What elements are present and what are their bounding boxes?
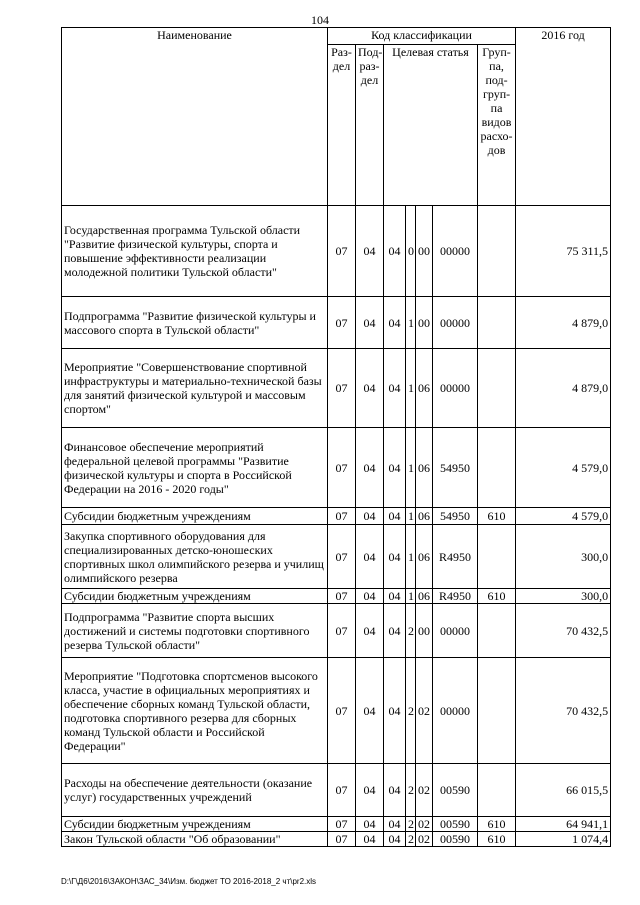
table-row: Мероприятие "Подготовка спортсменов высокого класса, участие в официальных мероприятиях и обеспечение сборных команд Тульской области, подготовка спортивного резерва для сборных команд Тульской области и Российской Федерации" 07 04 04 2 02 00000 70 432,5: [62, 658, 611, 764]
table-row: Субсидии бюджетным учреждениям 07 04 04 1 06 54950 610 4 579,0: [62, 508, 611, 525]
table-row: Подпрограмма "Развитие спорта высших достижений и системы подготовки спортивного резерва Тульской области" 07 04 04 2 00 00000 70 432,5: [62, 604, 611, 658]
header-year: 2016 год: [516, 28, 611, 206]
header-razdel: Раз- дел: [328, 45, 356, 206]
table-row: Государственная программа Тульской области "Развитие физической культуры, спорта и повышение эффективности реализации молодежной политики Тульской области" 07 04 04 0 00 00000 75 311,5: [62, 206, 611, 297]
table-row: Субсидии бюджетным учреждениям 07 04 04 1 06 R4950 610 300,0: [62, 589, 611, 604]
table-row: Мероприятие "Совершенствование спортивной инфраструктуры и материально-технической базы для занятий физической культурой и массовым спортом" 07 04 04 1 06 00000 4 879,0: [62, 349, 611, 428]
table-row: Финансовое обеспечение мероприятий федеральной целевой программы "Развитие физической культуры и спорта в Российской Федерации на 2016 - 2020 годы" 07 04 04 1 06 54950 4 579,0: [62, 428, 611, 508]
file-path-footer: D:\Г\Д6\2016\ЗАКОН\ЗАС_34\Изм. бюджет ТО 2016-2018_2 чт\pr2.xls: [61, 877, 317, 886]
header-podrazdel: Под- раз- дел: [356, 45, 384, 206]
header-target-article: Целевая статья: [384, 45, 478, 206]
table-row: Субсидии бюджетным учреждениям 07 04 04 2 02 00590 610 64 941,1: [62, 817, 611, 832]
budget-table: [61, 27, 611, 847]
header-name: Наименование: [62, 28, 328, 206]
header-expense-group: Груп- па, под- груп- па видов расхо- дов: [478, 45, 516, 206]
table-row: Подпрограмма "Развитие физической культуры и массового спорта в Тульской области" 07 04 04 1 00 00000 4 879,0: [62, 297, 611, 349]
table-row: Закон Тульской области "Об образовании" 07 04 04 2 02 00590 610 1 074,4: [62, 832, 611, 847]
page-number: 104: [311, 13, 329, 27]
table-row: Расходы на обеспечение деятельности (оказание услуг) государственных учреждений 07 04 04 2 02 00590 66 015,5: [62, 764, 611, 817]
table-row: Закупка спортивного оборудования для специализированных детско-юношеских спортивных школ олимпийского резерва и училищ олимпийского резерва 07 04 04 1 06 R4950 300,0: [62, 525, 611, 589]
header-code-classification: Код классификации: [328, 28, 516, 45]
